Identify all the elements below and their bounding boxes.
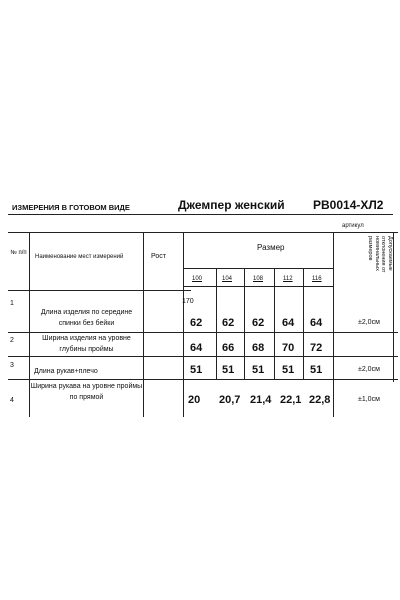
row-1-value-104: 62 bbox=[222, 317, 235, 329]
row-2-value-104: 66 bbox=[222, 342, 235, 354]
row-3-value-100: 51 bbox=[190, 364, 203, 376]
sheet-caption: ИЗМЕРЕНИЯ В ГОТОВОМ ВИДЕ bbox=[12, 203, 130, 212]
header-divider bbox=[8, 214, 393, 215]
size-label-112: 112 bbox=[283, 276, 293, 282]
header-num: № п/п bbox=[10, 250, 27, 256]
col-size-4-divider bbox=[303, 268, 304, 380]
col-size-divider bbox=[333, 232, 334, 417]
row-2-divider bbox=[8, 356, 398, 357]
row-4-value-100: 20 bbox=[188, 394, 201, 406]
row-3-value-108: 51 bbox=[252, 364, 265, 376]
row-2-value-112: 70 bbox=[282, 342, 295, 354]
size-label-104: 104 bbox=[222, 276, 233, 282]
size-header-divider bbox=[183, 268, 333, 269]
col-height-divider bbox=[183, 232, 184, 417]
header-name: Наименование мест измерений bbox=[35, 254, 124, 260]
table-top-border bbox=[8, 232, 398, 233]
row-3-value-104: 51 bbox=[222, 364, 235, 376]
row-1-height: 170 bbox=[182, 298, 194, 305]
col-size-1-divider bbox=[216, 268, 217, 380]
size-label-100: 100 bbox=[192, 276, 203, 282]
row-2-value-100: 64 bbox=[190, 342, 203, 354]
article-code: РВ0014-ХЛ2 bbox=[313, 198, 384, 212]
row-4-value-112: 22,1 bbox=[280, 394, 302, 406]
row-4-value-108: 21,4 bbox=[250, 394, 272, 406]
row-4-value-116: 22,8 bbox=[309, 394, 331, 406]
size-label-108: 108 bbox=[253, 276, 264, 282]
row-3-value-116: 51 bbox=[310, 364, 323, 376]
col-size-3-divider bbox=[274, 268, 275, 380]
product-name: Джемпер женский bbox=[178, 198, 285, 212]
row-1-tolerance: ±2,0см bbox=[358, 319, 380, 326]
size-row-divider bbox=[183, 286, 333, 287]
header-size: Размер bbox=[257, 243, 285, 252]
row-1-name: Длина изделия по середине спинки без бейки bbox=[40, 309, 133, 327]
row-1-value-112: 64 bbox=[282, 317, 295, 329]
row-2-value-116: 72 bbox=[310, 342, 323, 354]
header-row-divider bbox=[8, 290, 191, 291]
row-2-num: 2 bbox=[10, 337, 14, 344]
row-3-value-112: 51 bbox=[282, 364, 295, 376]
row-1-value-100: 62 bbox=[190, 317, 203, 329]
row-4-name: Ширина рукава на уровне проймы по прямой bbox=[30, 383, 143, 401]
row-1-value-108: 62 bbox=[252, 317, 265, 329]
row-4-num: 4 bbox=[10, 397, 14, 404]
size-label-116: 116 bbox=[312, 276, 322, 282]
row-3-name: Длина рукав+плечо bbox=[34, 368, 98, 375]
col-name-divider bbox=[143, 232, 144, 417]
col-size-2-divider bbox=[244, 268, 245, 380]
row-3-tolerance: ±2,0см bbox=[358, 366, 380, 373]
row-3-divider bbox=[8, 379, 398, 380]
row-3-num: 3 bbox=[10, 362, 14, 369]
header-tolerance: Допускаемые отклонения от номинальных размеров bbox=[367, 236, 393, 273]
row-2-value-108: 68 bbox=[252, 342, 265, 354]
row-2-name: Ширина изделия на уровне глубины проймы bbox=[42, 335, 131, 353]
row-1-value-116: 64 bbox=[310, 317, 323, 329]
header-height: Рост bbox=[151, 253, 166, 260]
article-label: артикул bbox=[342, 223, 364, 229]
col-tolerance-divider bbox=[393, 232, 394, 382]
row-4-value-104: 20,7 bbox=[219, 394, 241, 406]
row-1-num: 1 bbox=[10, 300, 14, 307]
row-4-tolerance: ±1,0см bbox=[358, 396, 380, 403]
